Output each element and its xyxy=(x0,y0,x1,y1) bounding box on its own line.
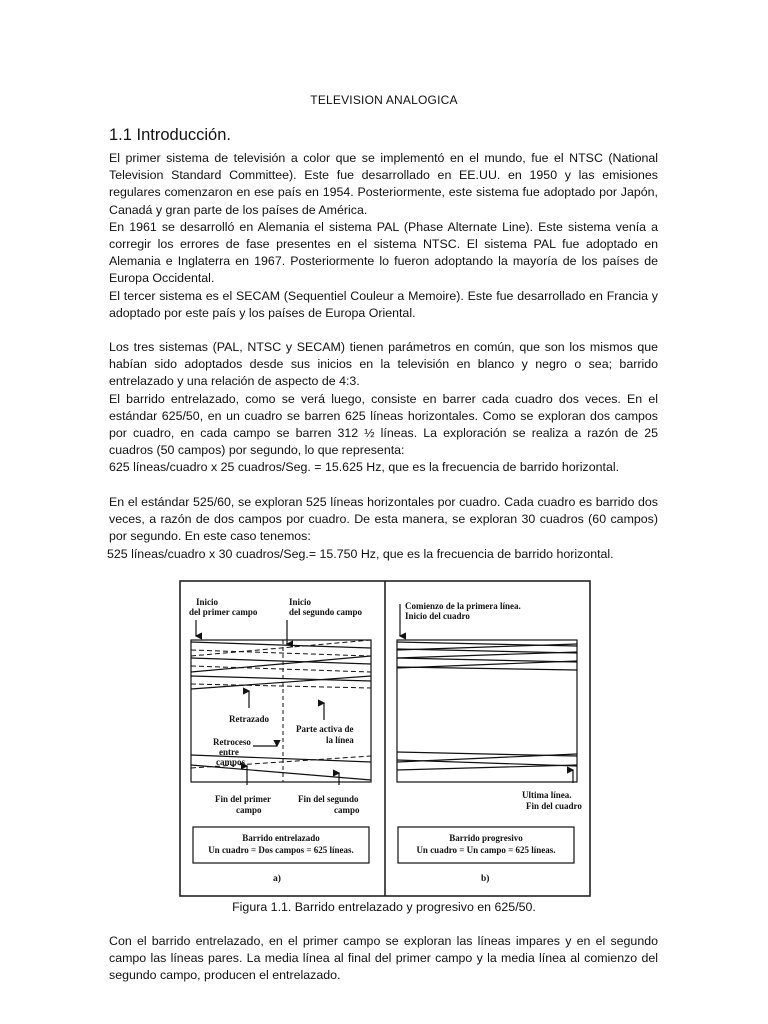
paragraph-common-params: Los tres sistemas (PAL, NTSC y SECAM) tienen parámetros en común, que son los mismos que habían sido adoptados desde sus inicios en la televisión en blanco y negro o sea; barrido entrelazado y una relación de aspecto de 4:3. xyxy=(109,340,658,389)
paragraph-ntsc: El primer sistema de televisión a color que se implementó en el mundo, fue el NTSC (National Television Standard Committee). Este fue desarrollado en EE.UU. en 1950 y las emisiones regulares comenzaron en ese país en 1954. Posteriormente, este sistema fue adoptado por Japón, Canadá y gran parte de los países de América. xyxy=(109,151,658,217)
panel-a-letter: a) xyxy=(273,874,281,884)
label-active-2: la línea xyxy=(326,735,354,745)
box-interlaced-title: Barrido entrelazado xyxy=(242,833,320,843)
panel-b-letter: b) xyxy=(481,874,490,884)
box-progressive-text: Un cuadro = Un campo = 625 líneas. xyxy=(416,845,556,855)
formula-525: 525 líneas/cuadro x 30 cuadros/Seg.= 15.750 Hz, que es la frecuencia de barrido horizontal. xyxy=(107,546,614,561)
paragraph-525: En el estándar 525/60, se exploran 525 líneas horizontales por cuadro. Cada cuadro es barrido dos veces, a razón de dos campos por cuadro. De esta manera, se exploran 30 cuadros (60 campos) por segundo. En este caso tenemos: xyxy=(109,495,658,544)
paragraph-interlaced: El barrido entrelazado, como se verá luego, consiste en barrer cada cuadro dos veces. En el estándar 625/50, en un cuadro se barren 625 líneas horizontales. Como se exploran dos campos por cuadro, en cada campo se barren 312 ½ líneas. La exploración se realiza a razón de 25 cuadros (50 campos) por segundo, lo que representa: xyxy=(109,391,658,458)
figure-caption: Figura 1.1. Barrido entrelazado y progresivo en 625/50. xyxy=(232,900,536,914)
panel-b-progressive xyxy=(397,601,582,884)
box-interlaced-text: Un cuadro = Dos campos = 625 líneas. xyxy=(208,845,354,855)
label-end-first-2: campo xyxy=(236,805,262,815)
label-start-second-1: Inicio xyxy=(289,597,312,607)
label-end-second-2: campo xyxy=(334,805,360,815)
label-end-b-1: Ultima línea. xyxy=(522,790,572,800)
paragraph-secam: El tercer sistema es el SECAM (Sequentiel Couleur a Memoire). Este fue desarrollado en Francia y adoptado por este país y los países de Europa Oriental. xyxy=(109,288,658,320)
box-progressive-title: Barrido progresivo xyxy=(449,833,523,843)
figure-scan-diagram xyxy=(179,580,591,897)
label-retrace: Retrazado xyxy=(229,714,269,724)
panel-a-interlaced xyxy=(189,597,371,884)
label-end-b-2: Fin del cuadro xyxy=(526,801,582,811)
label-start-first-2: del primer campo xyxy=(189,607,258,617)
label-flyback-2: entre xyxy=(219,747,239,757)
label-start-first-1: Inicio xyxy=(196,597,219,607)
label-start-b-2: Inicio del cuadro xyxy=(405,611,470,621)
label-end-first-1: Fin del primer xyxy=(215,794,271,804)
label-flyback-1: Retroceso xyxy=(213,737,251,747)
label-flyback-3: campos xyxy=(216,757,245,767)
document-title: TELEVISION ANALOGICA xyxy=(310,93,458,107)
closing-paragraphs xyxy=(109,933,658,985)
section-heading: 1.1 Introducción. xyxy=(109,126,231,144)
standard-525-paragraphs xyxy=(109,494,658,563)
paragraph-pal: En 1961 se desarrolló en Alemania el sistema PAL (Phase Alternate Line). Este sistema venía a corregir los errores de fase presentes en el sistema NTSC. El sistema PAL fue adoptado en Alemania e Inglaterra en 1967. Posteriormente lo fueron adoptando la mayoría de los países de Europa Occidental. xyxy=(109,219,658,286)
paragraph-interlace-detail: Con el barrido entrelazado, en el primer campo se exploran las líneas impares y en el segundo campo las líneas pares. La media línea al final del primer campo y la media línea al comienzo del segundo campo, producen el entrelazado. xyxy=(109,934,658,983)
label-end-second-1: Fin del segundo xyxy=(298,794,359,804)
formula-625: 625 líneas/cuadro x 25 cuadros/Seg. = 15.625 Hz, que es la frecuencia de barrido horizontal. xyxy=(109,460,620,475)
intro-paragraphs xyxy=(109,150,658,322)
label-start-b-1: Comienzo de la primera línea. xyxy=(405,601,521,611)
label-start-second-2: del segundo campo xyxy=(289,607,363,617)
common-parameters-paragraphs xyxy=(109,339,658,477)
label-active-1: Parte activa de xyxy=(296,724,354,734)
